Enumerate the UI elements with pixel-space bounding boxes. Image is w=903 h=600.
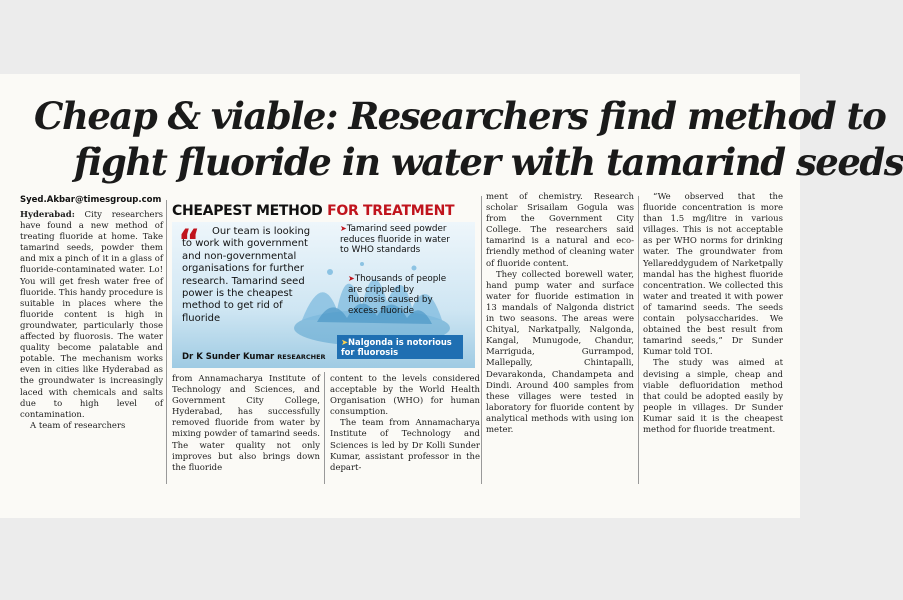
- column-divider: [481, 196, 482, 484]
- quote-mark-icon: “: [178, 222, 201, 262]
- paragraph-text: City researchers have found a new method of treating fluoride at home. Take tamarind seeds, powder them and mix a pinch of it in a glass of fluoride-contaminated water. Lo! You will get fresh water free of fluoride. This handy procedure is suitable in places where the fluoride content is high in groundwater, particularly those affected by fluorosis. The water quality become palatable and potable. The mechanism works even in cities like Hyderabad as the groundwater is increasingly laced with chemicals and salts due to high level of contamination.: [20, 210, 164, 420]
- article-column-5: [643, 192, 783, 484]
- headline-line-2: fight fluoride in water with tamarind seeds: [74, 140, 903, 184]
- article-column-1: [20, 210, 163, 482]
- column-divider: [166, 200, 167, 484]
- paragraph: They collected borewell water, hand pump water and surface water for fluoride estimation in 13 mandals of Nalgonda district in two seasons. The areas were Chityal, Narkatpally, Nalgonda, Kangal, Munugode, Chandur, Marriguda, Gurrampod, Mallepally, Chintapalli, Devarakonda, Chandampeta and Dindi. Around 400 samples from these villages were tested in laboratory for fluoride content by analytical methods with using ion meter.: [486, 269, 634, 435]
- arrow-icon: ➤: [341, 337, 349, 347]
- fact-item: [340, 224, 450, 256]
- paragraph: A team of researchers: [30, 420, 126, 431]
- pull-quote: Our team is looking to work with government and non-governmental organisations for further research. Tamarind seed power is the cheapest method to get rid of fluoride: [182, 226, 311, 324]
- article-column-4: [486, 192, 634, 484]
- quote-attribution: [182, 352, 326, 362]
- infographic-title: [172, 202, 475, 220]
- byline: Syed.Akbar@timesgroup.com: [20, 195, 162, 205]
- infographic-title-black: CHEAPEST METHOD: [172, 203, 323, 219]
- headline-line-1: Cheap & viable: Researchers find method to: [34, 94, 886, 138]
- fact-text: Nalgonda is notorious for fluorosis: [341, 337, 452, 357]
- fact-text: Thousands of people are crippled by fluorosis caused by excess fluoride: [348, 274, 447, 316]
- paragraph: The team from Annamacharya Institute of Technology and Sciences is led by Dr Kolli Sunder Kumar, assistant professor in the depart-: [330, 418, 480, 473]
- arrow-icon: ➤: [340, 224, 347, 233]
- paragraph: ment of chemistry. Research scholar Srisailam Gogula was from the Government City College. The researchers said tamarind is a natural and eco-friendly method of cleaning water of fluoride content.: [486, 192, 634, 269]
- infographic-title-red: FOR TREATMENT: [327, 203, 455, 219]
- column-divider: [324, 372, 325, 484]
- dateline: Hyderabad:: [20, 210, 75, 220]
- article-column-2: [172, 374, 320, 482]
- column-divider: [638, 196, 639, 484]
- article-column-3: [330, 374, 480, 482]
- infographic-panel: [172, 222, 475, 368]
- paragraph: [20, 210, 163, 421]
- paragraph: “We observed that the fluoride concentration is more than 1.5 mg/litre in various villages. This is not acceptable as per WHO norms for drinking water. The groundwater from Yellareddygudem of Narketpally mandal has the highest fluoride concentration. We collected this water and treated it with power of tamarind seeds. The seeds contain polysaccharides. We obtained the best result from tamarind seeds,” Dr Sunder Kumar told TOI.: [643, 192, 783, 358]
- infographic: [172, 202, 475, 368]
- fact-item: [348, 274, 448, 316]
- paragraph: content to the levels considered acceptable by the World Health Organisation (WHO) for human consumption.: [330, 374, 480, 418]
- paragraph: The study was aimed at devising a simple, cheap and viable defluoridation method that could be adopted easily by people in villages. Dr Sunder Kumar said it is the cheapest method for fluoride treatment.: [643, 358, 783, 435]
- author-name: Dr K Sunder Kumar: [182, 352, 275, 362]
- fact-highlight-box: [337, 335, 463, 359]
- arrow-icon: ➤: [348, 274, 355, 283]
- author-role: RESEARCHER: [277, 353, 326, 361]
- paragraph: from Annamacharya Institute of Technology and Sciences, and Government City College, Hyderabad, has successfully removed fluoride from water by mixing powder of tamarind seeds. The water quality not only improves but also brings down the fluoride: [172, 374, 320, 473]
- fact-text: Tamarind seed powder reduces fluoride in water to WHO standards: [340, 224, 450, 256]
